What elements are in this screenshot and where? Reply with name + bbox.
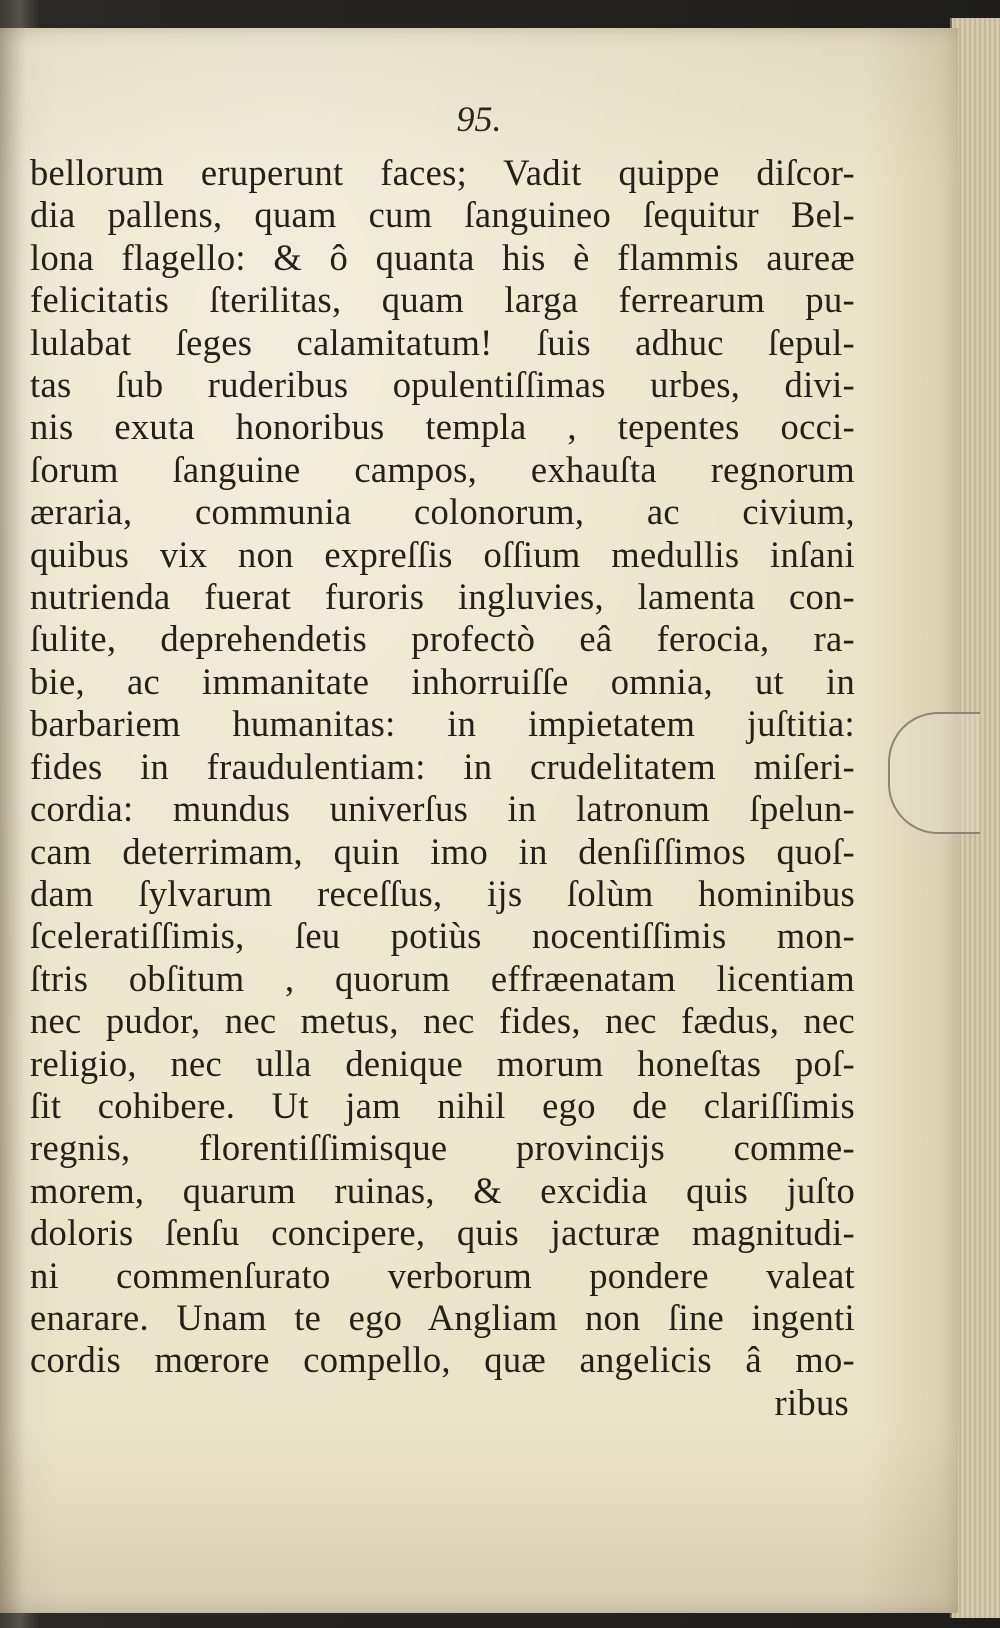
text-line: dam ſylvarum receſſus, ijs ſolùm hominibus [30,872,855,914]
text-line: nutrienda fuerat furoris ingluvies, lamenta con- [30,576,855,618]
page-number: 95. [456,99,502,139]
text-line: bellorum eruperunt faces; Vadit quippe diſcor- [30,152,855,193]
text-line: fides in fraudulentiam: in crudelitatem miſeri- [30,745,855,787]
text-line: ſtris obſitum , quorum effræenatam licentiam [30,957,855,999]
text-line: doloris ſenſu concipere, quis jacturæ magnitudi- [30,1212,855,1254]
text-line: lona flagello: & ô quanta his è flammis aureæ [30,236,855,278]
text-line: tas ſub ruderibus opulentiſſimas urbes, divi- [30,364,855,406]
text-line: regnis, florentiſſimisque provincijs comme- [30,1127,855,1169]
text-line: religio, nec ulla denique morum honeſtas poſ- [30,1042,855,1084]
text-line: lulabat ſeges calamitatum! ſuis adhuc ſepul- [30,321,855,363]
text-line: dia pallens, quam cum ſanguineo ſequitur Bel- [30,194,855,236]
text-line: ſit cohibere. Ut jam nihil ego de clariſſimis [30,1084,855,1126]
text-line: ſorum ſanguine campos, exhauſta regnorum [30,448,855,490]
text-line: bie, ac immanitate inhorruiſſe omnia, ut in [30,660,855,702]
text-line: ſulite, deprehendetis profectò eâ ferocia, ra- [30,618,855,660]
text-line: cordia: mundus univerſus in latronum ſpelun- [30,788,855,830]
text-line: ni commenſurato verborum pondere valeat [30,1254,855,1296]
text-line: cam deterrimam, quin imo in denſiſſimos quoſ- [30,830,855,872]
binding-shadow [0,28,26,1613]
text-line: felicitatis ſterilitas, quam larga ferrearum pu- [30,279,855,321]
text-line: quibus vix non expreſſis oſſium medullis inſani [30,533,855,575]
text-line: æraria, communia colonorum, ac civium, [30,491,855,533]
page-tab-marker [888,712,980,834]
text-line: ſceleratiſſimis, ſeu potiùs nocentiſſimis mon- [30,915,855,957]
text-line: morem, quarum ruinas, & excidia quis juſto [30,1169,855,1211]
text-line: nec pudor, nec metus, nec fides, nec fædus, nec [30,1000,855,1042]
text-line: nis exuta honoribus templa , tepentes occi- [30,406,855,448]
text-line: enarare. Unam te ego Angliam non ſine ingenti [30,1296,855,1338]
catchword: ribus [774,1381,849,1423]
text-line: barbariem humanitas: in impietatem juſtitia: [30,703,855,745]
body-text [30,152,855,1424]
text-line: cordis mœrore compello, quæ angelicis â mo- [30,1339,855,1381]
